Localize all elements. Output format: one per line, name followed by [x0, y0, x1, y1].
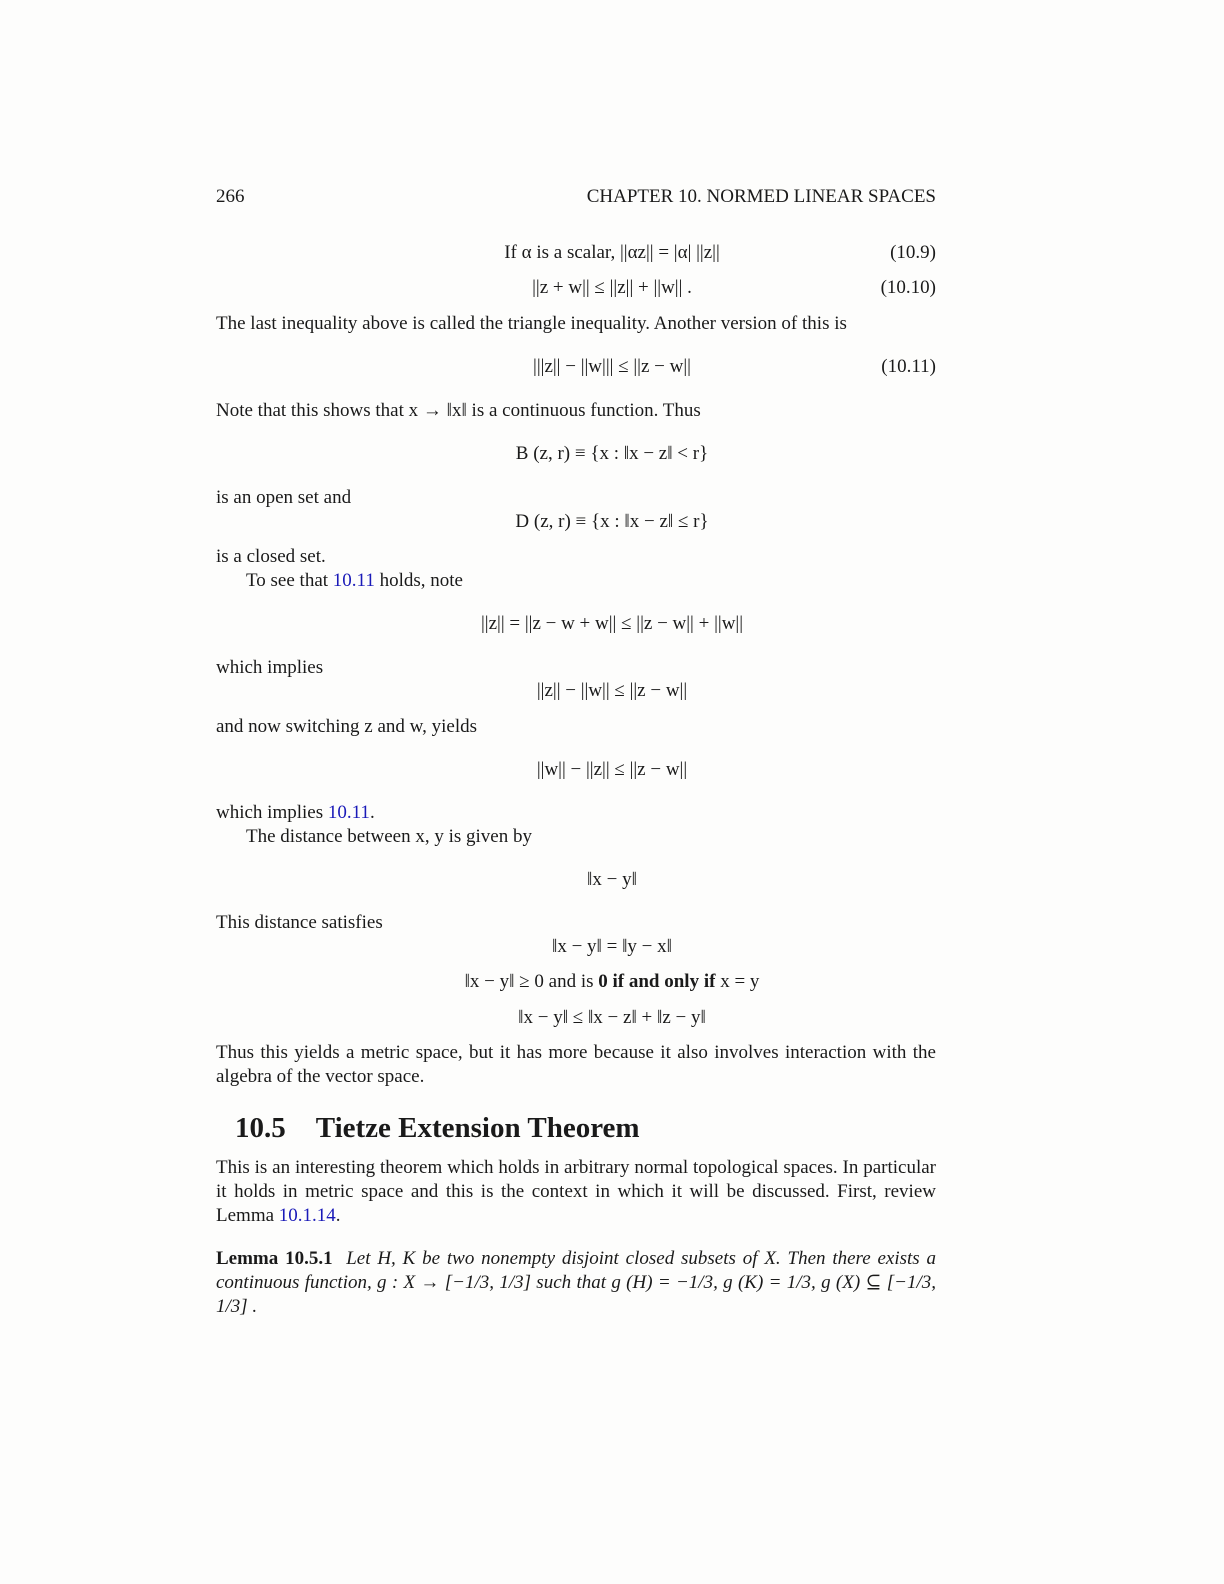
paragraph-which-implies: which implies	[216, 657, 324, 678]
paragraph-distance: The distance between x, y is given by	[246, 826, 532, 847]
equation-inequality-1: ||z|| − ||w|| ≤ ||z − w||	[536, 680, 688, 701]
paragraph-intro	[216, 1156, 936, 1228]
lemma-body: Let H, K be two nonempty disjoint closed subsets of X. Then there exists a continuous function, g : X → [−1/3, 1/3] such that g (H) = −1/3, g (K) = 1/3, g (X) ⊆ [−1/3, 1/3] .	[216, 1248, 937, 1317]
paragraph-continuous-function: Note that this shows that x → ‖x‖ is a continuous function. Thus	[216, 400, 701, 421]
equation-closed-disk: D (z, r) ≡ {x : ‖x − z‖ ≤ r}	[515, 511, 709, 532]
section-title: Tietze Extension Theorem	[315, 1112, 640, 1144]
equation-open-ball: B (z, r) ≡ {x : ‖x − z‖ < r}	[515, 443, 709, 464]
paragraph-metric-space: Thus this yields a metric space, but it has more because it also involves interaction with the algebra of the vector space.	[216, 1042, 936, 1087]
paragraph-satisfies: This distance satisfies	[216, 912, 383, 933]
equation-inequality-2: ||w|| − ||z|| ≤ ||z − w||	[536, 759, 688, 780]
equation-10-10: ||z + w|| ≤ ||z|| + ||w|| .	[532, 277, 692, 298]
equation-distance: ‖x − y‖	[587, 869, 637, 890]
text-fragment: holds, note	[374, 570, 463, 591]
equation-number-10-10: (10.10)	[880, 277, 936, 298]
paragraph-open-set: is an open set and	[216, 487, 352, 508]
paragraph-triangle-inequality: The last inequality above is called the triangle inequality. Another version of this is	[216, 313, 847, 334]
text-fragment: .	[369, 802, 375, 823]
paragraph-closed-set: is a closed set.	[216, 546, 326, 567]
text-fragment-bold: 0 if and only if	[598, 971, 716, 992]
paragraph-switching: and now switching z and w, yields	[216, 716, 478, 737]
text-fragment: .	[335, 1205, 341, 1226]
paragraph-to-see	[246, 569, 463, 593]
lemma-label: Lemma 10.5.1	[216, 1248, 333, 1269]
text-fragment: To see that	[246, 570, 333, 591]
text-fragment: ‖x − y‖ ≥ 0 and is	[464, 971, 599, 992]
equation-link-10-11[interactable]: 10.11	[327, 802, 370, 823]
text-fragment: which implies	[216, 802, 328, 823]
section-number: 10.5	[235, 1112, 286, 1144]
lemma-10-5-1	[216, 1247, 936, 1319]
equation-10-11: |||z|| − ||w||| ≤ ||z − w||	[533, 356, 691, 377]
text-fragment: This is an interesting theorem which holds in arbitrary normal topological spaces. In particular it holds in metric space and this is the context in which it will be discussed. First, review Lemma	[216, 1157, 936, 1226]
equation-number-10-11: (10.11)	[881, 356, 936, 377]
section-heading	[235, 1111, 640, 1145]
page-number: 266	[216, 186, 245, 207]
equation-expand: ||z|| = ||z − w + w|| ≤ ||z − w|| + ||w||	[480, 613, 744, 634]
paragraph-which-implies-ref	[216, 801, 375, 825]
equation-link-10-11[interactable]: 10.11	[332, 570, 375, 591]
equation-symmetry: ‖x − y‖ = ‖y − x‖	[552, 936, 672, 957]
equation-positivity	[0, 970, 1224, 994]
equation-number-10-9: (10.9)	[890, 242, 936, 263]
lemma-link-10-1-14[interactable]: 10.1.14	[278, 1205, 336, 1226]
equation-triangle: ‖x − y‖ ≤ ‖x − z‖ + ‖z − y‖	[518, 1007, 706, 1028]
text-fragment: x = y	[715, 971, 760, 992]
equation-10-9: If α is a scalar, ||αz|| = |α| ||z||	[504, 242, 720, 263]
running-title: CHAPTER 10. NORMED LINEAR SPACES	[586, 186, 936, 207]
